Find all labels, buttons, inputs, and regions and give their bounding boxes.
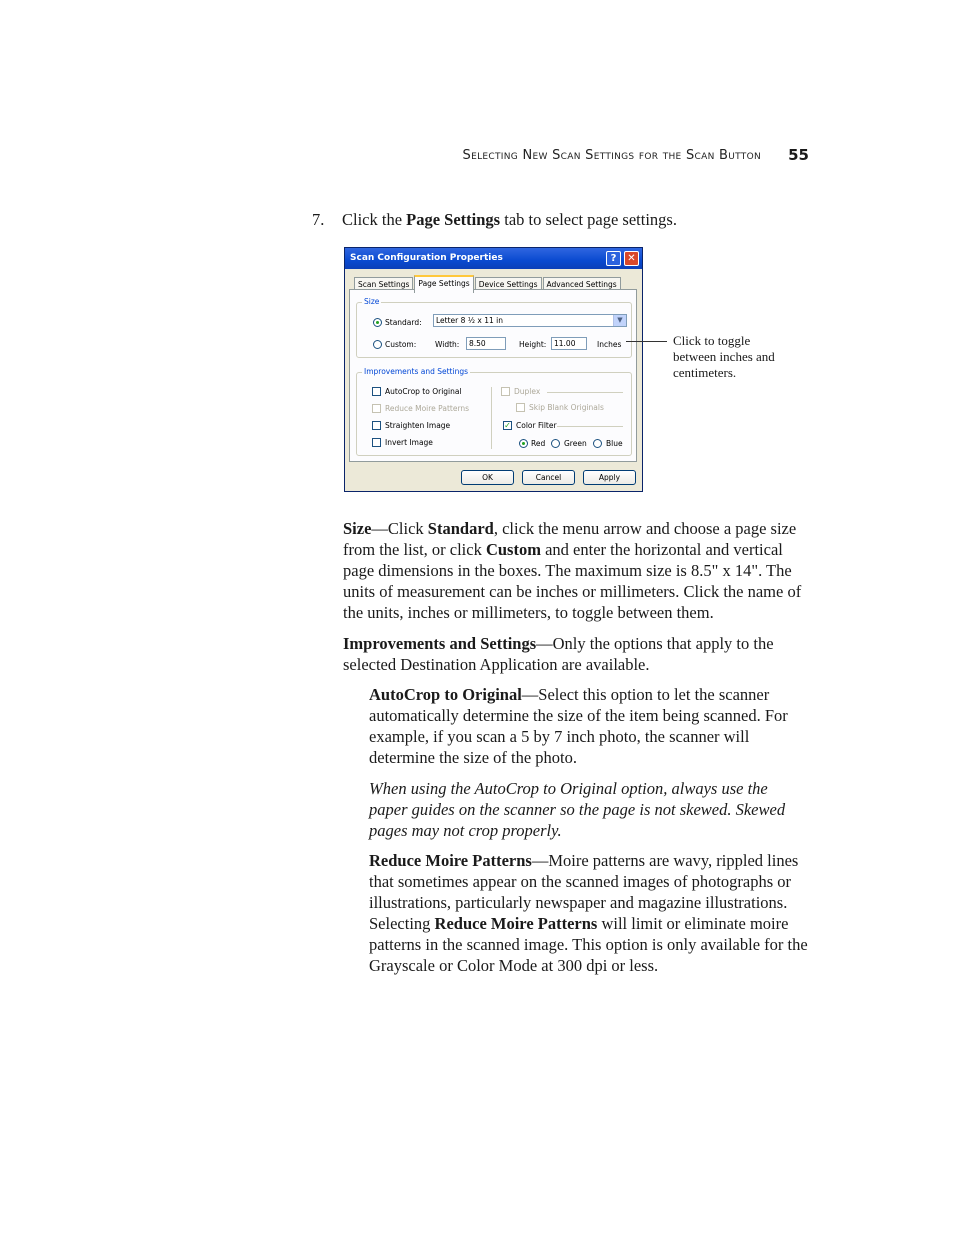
duplex-rule	[547, 392, 623, 393]
help-button[interactable]: ?	[606, 251, 621, 266]
units-toggle[interactable]: Inches	[597, 340, 622, 349]
moire-term-2: Reduce Moire Patterns	[434, 914, 598, 933]
height-label: Height:	[519, 340, 547, 349]
autocrop-paragraph	[369, 684, 809, 768]
green-radio[interactable]	[551, 439, 560, 448]
reduce-moire-checkbox	[372, 404, 381, 413]
color-filter-checkbox[interactable]: ✓	[504, 421, 511, 430]
column-divider	[491, 387, 492, 449]
standard-radio[interactable]	[373, 318, 382, 327]
moire-text-2: will limit or eliminate moire patterns in the scanned image. This option is only available for the Grayscale or Color Mode at 300 dpi or less.	[369, 914, 808, 975]
cancel-button[interactable]: Cancel	[522, 470, 575, 485]
improvements-text: —Only the options that apply to the selected Destination Application are available.	[343, 634, 774, 674]
red-label: Red	[531, 439, 546, 448]
size-text-3: and enter the horizontal and vertical page dimensions in the boxes. The maximum size is 8.5" x 14". The units of measurement can be inches or millimeters. Click the name of the units, inches or millimeters, to toggle between them.	[343, 540, 802, 622]
step-suffix: tab to select page settings.	[500, 210, 677, 229]
step-number: 7.	[312, 210, 325, 229]
apply-button[interactable]: Apply	[583, 470, 636, 485]
custom-label: Custom:	[385, 340, 417, 349]
step-bold: Page Settings	[406, 210, 501, 229]
page-number: 55	[788, 146, 809, 164]
dialog-titlebar	[345, 248, 642, 269]
tab-device-settings[interactable]: Device Settings	[475, 277, 542, 291]
step-prefix: Click the	[342, 210, 407, 229]
size-text-1: —Click	[371, 519, 428, 538]
green-label: Green	[564, 439, 587, 448]
autocrop-checkbox[interactable]	[372, 387, 381, 396]
color-filter-rule	[557, 426, 623, 427]
autocrop-label: AutoCrop to Original	[385, 387, 462, 396]
duplex-label: Duplex	[514, 387, 541, 396]
dialog-title: Scan Configuration Properties	[350, 253, 503, 263]
page-size-value: Letter 8 ½ x 11 in	[436, 316, 504, 325]
straighten-checkbox[interactable]	[372, 421, 381, 430]
size-group-label: Size	[364, 297, 380, 306]
color-filter-label: Color Filter	[516, 421, 557, 430]
tab-advanced-settings[interactable]: Advanced Settings	[543, 277, 621, 291]
autocrop-term: AutoCrop to Original	[369, 685, 522, 704]
close-button[interactable]: ✕	[624, 251, 639, 266]
width-label: Width:	[435, 340, 460, 349]
improvements-group-label: Improvements and Settings	[364, 367, 469, 376]
running-title: Selecting New Scan Settings for the Scan Button	[462, 148, 761, 163]
moire-text-1: —Moire patterns are wavy, rippled lines that sometimes appear on the scanned images of photographs or illustrations, particularly newspaper and magazine illustrations. Selecting	[369, 851, 799, 933]
red-radio[interactable]	[519, 439, 528, 448]
custom-term: Custom	[485, 540, 541, 559]
note-text: When using the AutoCrop to Original option, always use the paper guides on the scanner so the page is not skewed. Skewed pages may not crop properly.	[369, 779, 786, 840]
custom-radio[interactable]	[373, 340, 382, 349]
tab-strip	[354, 275, 621, 290]
straighten-label: Straighten Image	[385, 421, 451, 430]
callout-text: Click to toggle between inches and centimeters.	[673, 333, 775, 380]
skip-blank-checkbox	[516, 403, 525, 412]
invert-checkbox[interactable]	[372, 438, 381, 447]
autocrop-text: —Select this option to let the scanner automatically determine the size of the item being scanned. For example, if you scan a 5 by 7 inch photo, the scanner will determine the size of the photo.	[369, 685, 788, 767]
size-text-2: , click the menu arrow and choose a page size from the list, or click	[343, 519, 797, 559]
scan-configuration-dialog	[344, 247, 643, 492]
size-paragraph	[343, 518, 809, 623]
skip-blank-label: Skip Blank Originals	[529, 403, 604, 412]
standard-term: Standard	[427, 519, 494, 538]
ok-button[interactable]: OK	[461, 470, 514, 485]
size-term: Size	[343, 519, 372, 538]
tab-scan-settings[interactable]: Scan Settings	[354, 277, 413, 291]
autocrop-note	[369, 778, 809, 841]
tab-page-settings[interactable]: Page Settings	[414, 275, 473, 293]
blue-radio[interactable]	[593, 439, 602, 448]
page-size-dropdown[interactable]	[433, 314, 627, 327]
improvements-paragraph	[343, 633, 809, 675]
invert-label: Invert Image	[385, 438, 433, 447]
improvements-group	[356, 367, 632, 456]
chevron-down-icon[interactable]: ▼	[613, 315, 626, 326]
height-input[interactable]: 11.00	[551, 337, 587, 350]
moire-term: Reduce Moire Patterns	[369, 851, 532, 870]
reduce-moire-label: Reduce Moire Patterns	[385, 404, 470, 413]
duplex-checkbox	[501, 387, 510, 396]
improvements-term: Improvements and Settings	[343, 634, 537, 653]
width-input[interactable]: 8.50	[466, 337, 506, 350]
page-settings-panel	[349, 289, 637, 462]
running-header	[0, 146, 809, 168]
size-group	[356, 297, 632, 358]
step-7	[312, 210, 677, 230]
standard-label: Standard:	[385, 318, 422, 327]
blue-label: Blue	[606, 439, 623, 448]
callout-leader-line	[626, 341, 667, 342]
moire-paragraph	[369, 850, 809, 976]
